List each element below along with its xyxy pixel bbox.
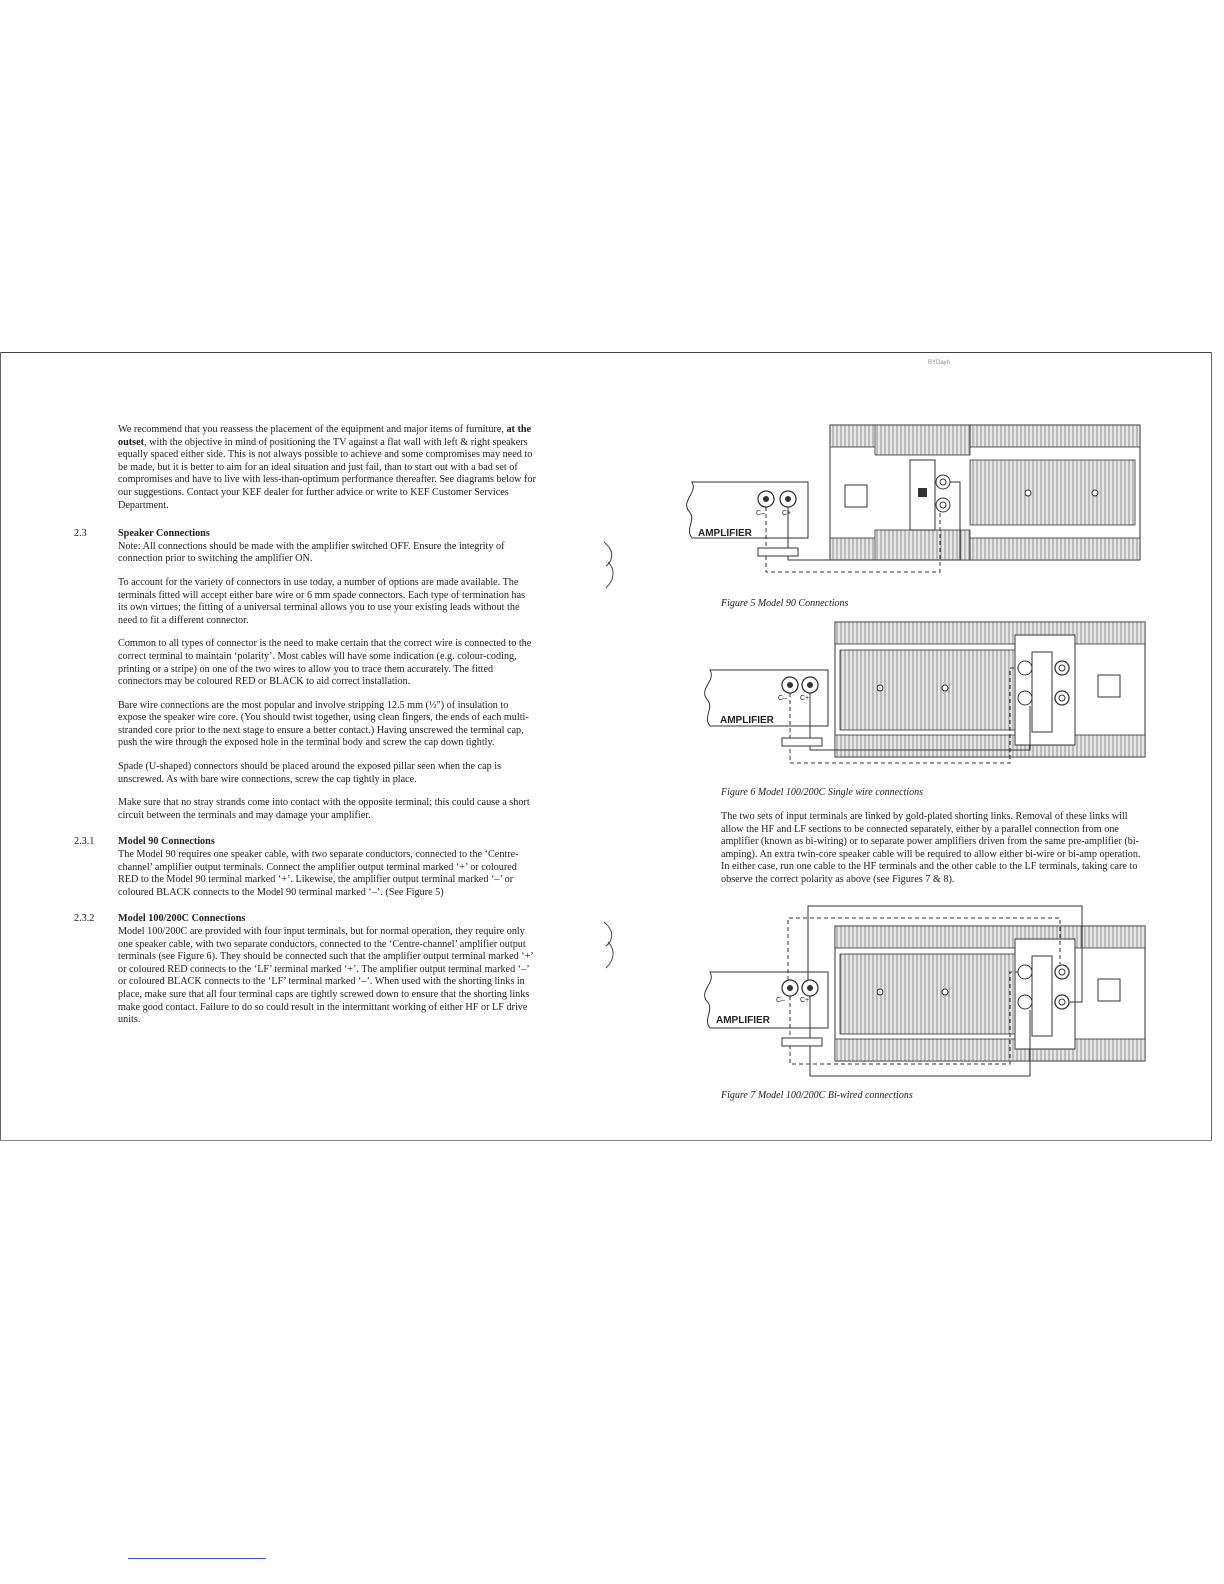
section-title: Model 100/200C Connections (118, 913, 246, 925)
page-stamp: BYDayh (928, 360, 951, 366)
top-rule (0, 352, 1212, 353)
right-paragraph: The two sets of input terminals are linked by gold-plated shorting links. Removal of these links will allow the HF and LF sections to be connected separately, either by a parallel connection from one amplifier (known as bi-wiring) or to separate power amplifiers driven from the same pre-amplifier (bi-amping). An extra twin-core speaker cable will be required to allow either bi-wire or bi-amp operation. In either case, run one cable to the HF terminals and the other cable to the LF terminals, taking care to observe the correct polarity as above (see Figures 7 & 8). (721, 811, 1141, 885)
amplifier-label: AMPLIFIER (720, 715, 774, 726)
left-edge (0, 352, 1, 1140)
section-number: 2.3.2 (74, 913, 95, 925)
figure-5-caption: Figure 5 Model 90 Connections (721, 598, 849, 609)
terminal-minus-label: C– (778, 695, 787, 702)
paragraph: Make sure that no stray strands come into contact with the opposite terminal; this could cause a short circuit between the terminals and may damage your amplifier. (118, 797, 530, 821)
terminal-plus-label: C+ (800, 695, 810, 702)
terminal-minus-label: C– (756, 510, 765, 517)
paragraph: The Model 90 requires one speaker cable, with two separate conductors, connected to the ‘Centre-channel’ amplifier output terminals. Connect the amplifier output terminal marked ‘+’ or coloured RED to the Model 90 terminal marked ‘+’. Likewise, the amplifier output terminal marked ‘–’ or coloured BLACK connects to the Model 90 terminal marked ‘–’. (See Figure 5) (118, 849, 519, 898)
terminal-plus-label: C+ (782, 510, 792, 517)
paragraph: Model 100/200C are provided with four input terminals, but for normal operation, they require only one speaker cable, with two separate conductors, connected to the ‘Centre-channel’ amplifier output terminals (see Figure 6). They should be connected such that the amplifier output terminal marked ‘+’ or coloured RED connects to the ‘LF’ terminal marked ‘+’. The amplifier output terminal marked ‘–’ or coloured BLACK connects to the ‘LF’ terminal marked ‘–’. When used with the shorting links in place, make sure that all four terminal caps are tightly screwed down to ensure that the shorting links make good contact. Failure to do so could result in the intermittant working of either HF or LF drive units. (118, 926, 534, 1026)
amplifier-label: AMPLIFIER (698, 528, 752, 539)
bottom-mark (128, 1558, 266, 1559)
intro-bold: at the outset (118, 424, 532, 448)
amplifier-label: AMPLIFIER (716, 1015, 770, 1026)
section-number: 2.3.1 (74, 836, 95, 848)
section-number: 2.3 (74, 528, 87, 540)
bottom-rule (0, 1140, 1212, 1141)
terminal-plus-label: C+ (800, 997, 810, 1004)
figure-7-caption: Figure 7 Model 100/200C Bi-wired connections (721, 1090, 913, 1101)
section-title: Model 90 Connections (118, 836, 215, 848)
figure-7-diagram (700, 898, 1150, 1088)
binding-mark-upper (600, 540, 620, 590)
paragraph: Note: All connections should be made with the amplifier switched OFF. Ensure the integrity of connection prior to switching the amplifier ON. (118, 540, 505, 565)
section-2-3-2 (74, 913, 536, 1026)
figure-6-diagram (700, 620, 1150, 785)
section-title: Speaker Connections (118, 528, 210, 540)
paragraph: Common to all types of connector is the need to make certain that the correct wire is connected to the correct terminal to maintain ‘polarity’. Most cables will have some indication (e.g. colour-coding, printing or a stripe) on one of the two wires to allow you to trace them accurately. The fitted connectors may be coloured RED or BLACK to aid correct installation. (118, 638, 532, 688)
left-column (74, 424, 536, 1038)
right-edge (1211, 352, 1212, 1140)
intro-paragraph: We recommend that you reassess the placement of the equipment and major items of furniture, at the outset, with the objective in mind of positioning the TV against a flat wall with left & right speakers equally spaced either side. This is not always possible to achieve and some compromises may need to be made, but it is better to aim for an ideal situation and just fail, than to start out with a bad set of compromises and have to live with less-than-optimum performance thereafter. See diagrams below for our suggestions. Contact your KEF dealer for further advice or write to KEF Customer Services Department. (118, 424, 536, 511)
terminal-minus-label: C– (776, 997, 785, 1004)
binding-mark-lower (600, 920, 620, 970)
paragraph: Spade (U-shaped) connectors should be placed around the exposed pillar seen when the cap is unscrewed. As with bare wire connections, screw the cap tightly in place. (118, 761, 502, 785)
figure-6-caption: Figure 6 Model 100/200C Single wire connections (721, 787, 924, 798)
section-2-3 (74, 528, 536, 822)
paragraph: To account for the variety of connectors in use today, a number of options are made available. The terminals fitted will accept either bare wire or 6 mm spade connectors. Each type of termination has its own virtues; the fitting of a universal terminal allows you to use your existing leads without the need to fit a different connector. (118, 576, 526, 626)
paragraph: Bare wire connections are the most popular and involve stripping 12.5 mm (½") of insulation to expose the speaker wire core. (You should twist together, using clean fingers, the ends of each multi-stranded core prior to the next stage to ensure a better contact.) Having unscrewed the terminal cap, push the wire through the exposed hole in the terminal body and screw the cap down tightly. (118, 699, 529, 749)
section-2-3-1 (74, 836, 536, 899)
figure-5-diagram (680, 420, 1150, 590)
